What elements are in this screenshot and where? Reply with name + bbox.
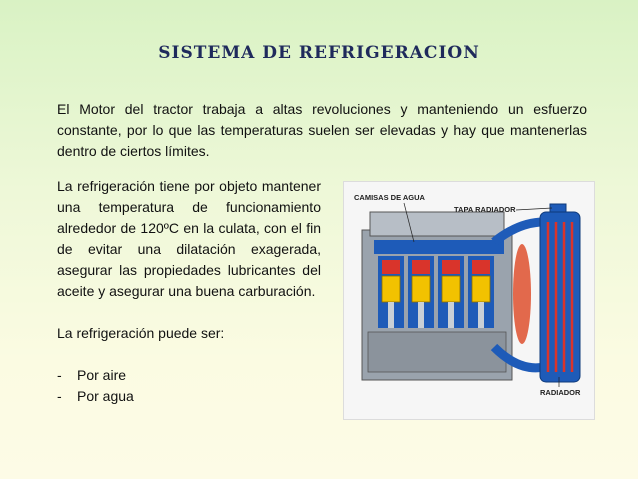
crankcase	[368, 332, 506, 372]
list-intro: La refrigeración puede ser:	[57, 325, 225, 341]
radiator-cap	[550, 204, 566, 212]
engine-cooling-illustration	[344, 182, 594, 419]
cooling-types-list	[57, 365, 321, 407]
fan	[513, 244, 531, 344]
list-item	[57, 386, 321, 407]
label-radiator: RADIADOR	[540, 388, 581, 397]
list-item	[57, 365, 321, 386]
leader-line-cap	[516, 208, 552, 210]
purpose-paragraph: La refrigeración tiene por objeto mantener una temperatura de funcionamiento alrededor de 120ºC en la culata, con el fin de evitar una dilatación exagerada, asegurar las propiedades lubricantes del aceite y asegurar una buena carburación.	[57, 178, 321, 299]
slide-title: SISTEMA DE REFRIGERACION	[158, 43, 480, 63]
radiator-core	[540, 212, 580, 382]
label-radiator-cap: TAPA RADIADOR	[454, 205, 516, 214]
list-item-label: Por aire	[77, 367, 127, 383]
left-text-column	[57, 176, 321, 407]
intro-paragraph: El Motor del tractor trabaja a altas revoluciones y manteniendo un esfuerzo constante, por lo que las temperaturas suelen ser elevadas y hay que mantenerlas dentro de ciertos límites.	[57, 101, 587, 159]
engine-cooling-diagram	[343, 181, 595, 420]
water-jacket	[374, 240, 504, 254]
cylinder-head	[370, 212, 504, 236]
list-item-label: Por agua	[77, 388, 134, 404]
list-dash: -	[57, 367, 62, 383]
list-dash: -	[57, 388, 62, 404]
label-water-jackets: CAMISAS DE AGUA	[354, 193, 425, 202]
